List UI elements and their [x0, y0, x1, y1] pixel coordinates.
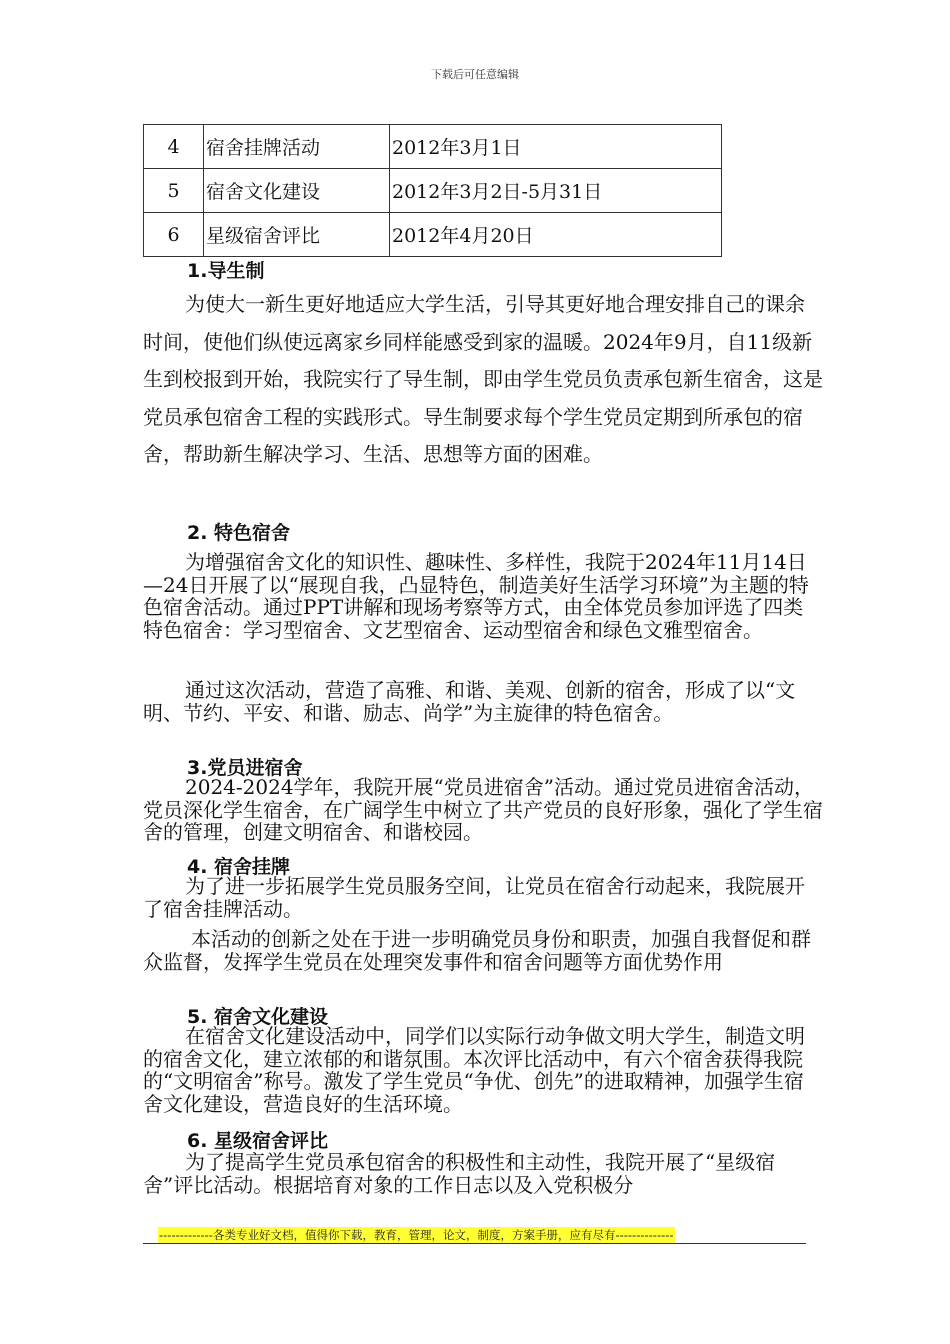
- activity-name: 星级宿舍评比: [204, 213, 390, 257]
- section-heading-3: 3.党员进宿舍: [187, 757, 303, 779]
- footer-banner: -------------各类专业好文档，值得你下载，教育，管理，论文，制度，方案手册，应有尽有--------------: [159, 1228, 674, 1242]
- section-4-paragraph-2: 本活动的创新之处在于进一步明确党员身份和职责，加强自我督促和群众监督，发挥学生党员在处理突发事件和宿舍问题等方面优势作用: [143, 927, 811, 974]
- section-heading-2: 2. 特色宿舍: [187, 522, 291, 544]
- activity-date: 2012年3月2日-5月31日: [390, 169, 722, 213]
- page-header: 下载后可任意编辑: [431, 68, 519, 81]
- section-2-paragraph-1: 为增强宿舍文化的知识性、趣味性、多样性，我院于2024年11月14日—24日开展了以“展现自我，凸显特色，制造美好生活学习环境”为主题的特色宿舍活动。通过PPT讲解和现场考察等方式，由全体党员参加评选了四类特色宿舍：学习型宿舍、文艺型宿舍、运动型宿舍和绿色文雅型宿舍。: [143, 550, 809, 642]
- row-number: 6: [144, 213, 204, 257]
- section-4-paragraph-1: 为了进一步拓展学生党员服务空间，让党员在宿舍行动起来，我院展开了宿舍挂牌活动。: [143, 874, 805, 921]
- activity-date: 2012年3月1日: [390, 125, 722, 169]
- table-row: [144, 125, 722, 169]
- section-2-paragraph-2: 通过这次活动，营造了高雅、和谐、美观、创新的宿舍，形成了以“文明、节约、平安、和谐、励志、尚学”为主旋律的特色宿舍。: [143, 678, 796, 725]
- activity-date: 2012年4月20日: [390, 213, 722, 257]
- schedule-table: [143, 124, 722, 257]
- row-number: 4: [144, 125, 204, 169]
- section-heading-6: 6. 星级宿舍评比: [187, 1130, 329, 1152]
- section-6-paragraph: 为了提高学生党员承包宿舍的积极性和主动性，我院开展了“星级宿舍”评比活动。根据培育对象的工作日志以及入党积极分: [143, 1150, 776, 1197]
- section-heading-5: 5. 宿舍文化建设: [187, 1006, 329, 1028]
- table-row: [144, 213, 722, 257]
- section-3-paragraph: 2024-2024学年，我院开展“党员进宿舍”活动。通过党员进宿舍活动，党员深化学生宿舍，在广阔学生中树立了共产党员的良好形象，强化了学生宿舍的管理，创建文明宿舍、和谐校园。: [143, 775, 823, 844]
- section-1-paragraph: 为使大一新生更好地适应大学生活，引导其更好地合理安排自己的课余时间，使他们纵使远离家乡同样能感受到家的温暖。2024年9月，自11级新生到校报到开始，我院实行了导生制，即由学生党员负责承包新生宿舍，这是党员承包宿舍工程的实践形式。导生制要求每个学生党员定期到所承包的宿舍，帮助新生解决学习、生活、思想等方面的困难。: [143, 292, 823, 466]
- section-heading-1: 1.导生制: [187, 260, 265, 282]
- activity-name: 宿舍挂牌活动: [204, 125, 390, 169]
- table-row: [144, 169, 722, 213]
- section-5-paragraph: 在宿舍文化建设活动中，同学们以实际行动争做文明大学生，制造文明的宿舍文化，建立浓郁的和谐氛围。本次评比活动中，有六个宿舍获得我院的“文明宿舍”称号。激发了学生党员“争优、创先”的进取精神，加强学生宿舍文化建设，营造良好的生活环境。: [143, 1024, 805, 1116]
- section-heading-4: 4. 宿舍挂牌: [187, 856, 291, 878]
- footer-divider: [143, 1243, 806, 1244]
- row-number: 5: [144, 169, 204, 213]
- activity-name: 宿舍文化建设: [204, 169, 390, 213]
